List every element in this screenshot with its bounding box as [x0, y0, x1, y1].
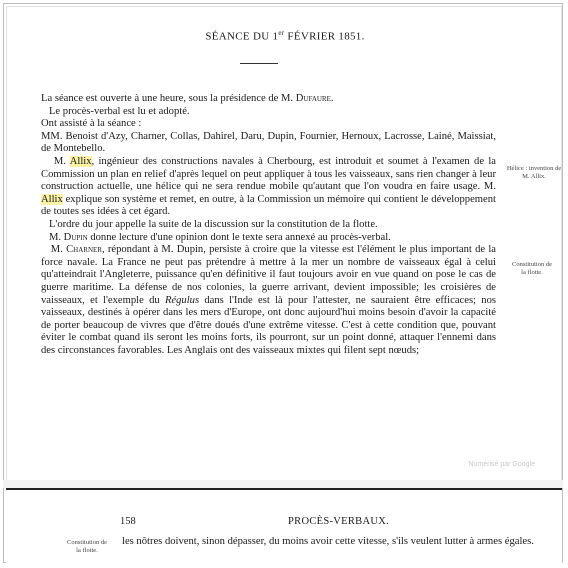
- book-page-2: [6, 488, 562, 564]
- paragraph-attendance-list: MM. Benoist d'Azy, Charner, Collas, Dahirel, Daru, Dupin, Fournier, Hernoux, Lacrosse, Lainé, Maissiat, de Montebello.: [41, 130, 496, 155]
- margin-note-constitution: Constitution de la flotte.: [512, 261, 552, 276]
- running-title: PROCÈS-VERBAUX.: [288, 516, 390, 527]
- paragraph-minutes: Le procès-verbal est lu et adopté.: [41, 105, 190, 117]
- paragraph-attendance-intro: Ont assisté à la séance :: [41, 118, 142, 130]
- page-gap: [3, 480, 563, 488]
- header-rule: [240, 63, 278, 64]
- margin-note-helice: Hélice : invention de M. Allix.: [506, 165, 562, 180]
- search-highlight: Allix: [69, 155, 92, 167]
- margin-note-constitution-2: Constitution de la flotte.: [67, 539, 107, 554]
- paragraph-agenda: L'ordre du jour appelle la suite de la discussion sur la constitution de la flotte.: [41, 218, 378, 230]
- page2-body-text: les nôtres doivent, sinon dépasser, du moins avoir cette vitesse, s'ils veulent lutter à armes égales.: [122, 536, 534, 547]
- page-header: SÉANCE DU 1er FÉVRIER 1851.: [205, 29, 365, 43]
- book-page-1: [6, 6, 562, 482]
- paragraph-allix: M. Allix, ingénieur des constructions navales à Cherbourg, est introduit et soumet à l'examen de la Commission un plan en relief d'après lequel on peut appliquer à tous les vaisseaux, sans rien changer à leur construction actuelle, une hélice qui ne sera rendue mobile qu'autant que l'on voudra en faire usage. M. Allix explique son système et remet, en outre, à la Commission un mémoire qui contient le développement de toutes ses idées à cet égard.: [41, 155, 496, 218]
- google-watermark: Numérisé par Google: [468, 461, 535, 468]
- paragraph-dupin: M. Dupin donne lecture d'une opinion dont le texte sera annexé au procès-verbal.: [41, 231, 391, 243]
- paragraph-opening: La séance est ouverte à une heure, sous la présidence de M. Dufaure.: [41, 93, 334, 104]
- paragraph-charner: M. Charner, répondant à M. Dupin, persiste à croire que la vitesse est l'élément le plus important de la force navale. La France ne peut pas prétendre à mettre à la mer un nombre de vaisseaux égal à celui qu'atteindrait l'Angleterre, puissance qu'en définitive il faut toujours avoir en vue quand on pose le cas de guerre maritime. La défense de nos colonies, la guerre arrivant, devient impossible; les croisières de vaisseaux, et l'exemple du Régulus dans l'Inde est là pour l'attester, ne sauraient être efficaces; nos vaisseaux, destinés à opérer dans les mers d'Europe, ont donc aujourd'hui moins besoin d'avoir la capacité de porter beaucoup de vivres que d'être doués d'une extrême vitesse. C'est à cette condition que, pouvant éviter le combat quand ils seront les moins forts, ils pourront, sur un point donné, attaquer l'ennemi dans des circonstances favorables. Les Anglais ont des vaisseaux mixtes qui filent sept nœuds;: [41, 244, 497, 356]
- page-body: [41, 93, 496, 357]
- page-number: 158: [120, 516, 136, 527]
- search-highlight: Allix: [41, 193, 63, 205]
